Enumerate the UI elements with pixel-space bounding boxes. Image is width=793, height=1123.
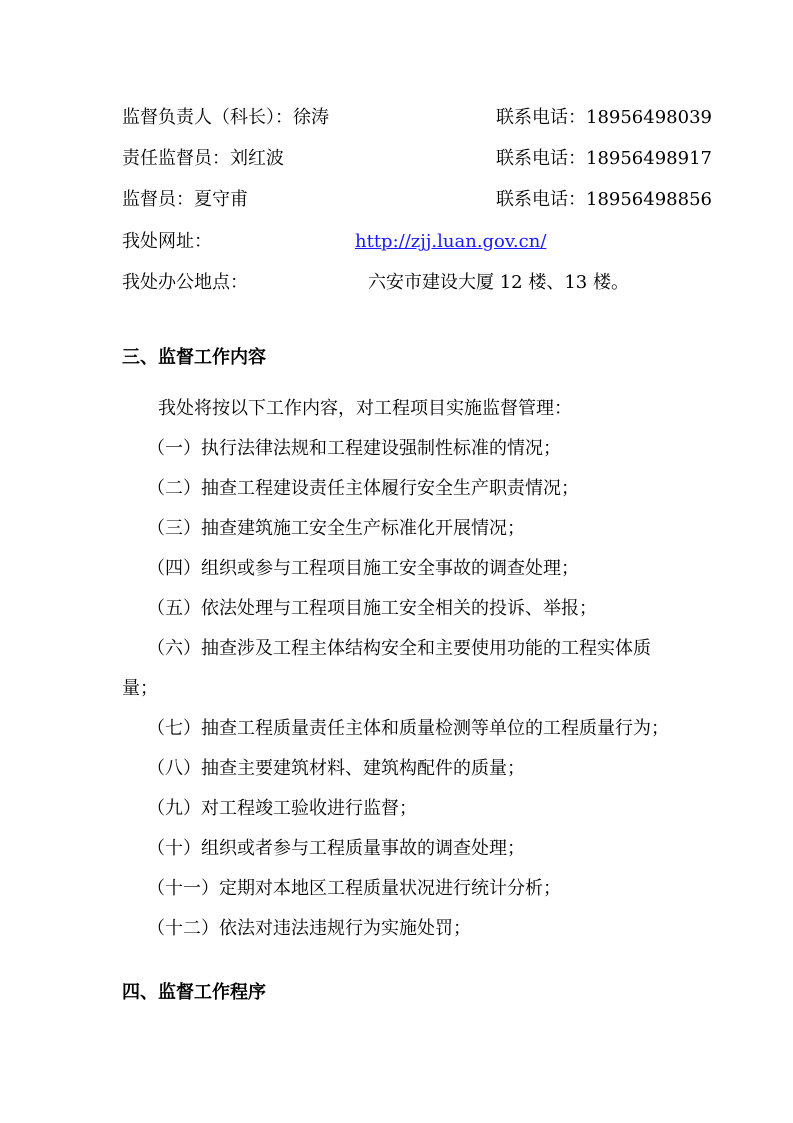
contact-phone-3: 联系电话：18956498856 xyxy=(496,189,712,210)
contact-name-2: 责任监督员：刘红波 xyxy=(122,148,284,169)
website-link[interactable]: http://zjj.luan.gov.cn/ xyxy=(355,231,547,252)
work-item-1: （一）执行法律法规和工程建设强制性标准的情况； xyxy=(147,438,561,459)
work-item-9: （九）对工程竣工验收进行监督； xyxy=(147,798,417,819)
contact-phone-1: 联系电话：18956498039 xyxy=(496,107,712,128)
office-label: 我处办公地点： xyxy=(122,272,248,293)
contact-name-3: 监督员：夏守甫 xyxy=(122,189,248,210)
work-item-10: （十）组织或者参与工程质量事故的调查处理； xyxy=(147,838,525,859)
work-item-8: （八）抽查主要建筑材料、建筑构配件的质量； xyxy=(147,758,525,779)
section-3-intro: 我处将按以下工作内容，对工程项目实施监督管理： xyxy=(158,398,572,419)
contact-name-1: 监督负责人（科长）：徐涛 xyxy=(122,107,329,128)
section-3-heading: 三、监督工作内容 xyxy=(122,347,266,368)
work-item-6-continuation: 量； xyxy=(122,678,158,699)
work-item-7: （七）抽查工程质量责任主体和质量检测等单位的工程质量行为； xyxy=(147,718,669,739)
work-item-6: （六）抽查涉及工程主体结构安全和主要使用功能的工程实体质 xyxy=(147,638,651,659)
contact-phone-2: 联系电话：18956498917 xyxy=(496,148,712,169)
work-item-2: （二）抽查工程建设责任主体履行安全生产职责情况； xyxy=(147,478,579,499)
work-item-11: （十一）定期对本地区工程质量状况进行统计分析； xyxy=(147,878,561,899)
work-item-12: （十二）依法对违法违规行为实施处罚； xyxy=(147,918,471,939)
work-item-3: （三）抽查建筑施工安全生产标准化开展情况； xyxy=(147,518,525,539)
website-label: 我处网址： xyxy=(122,231,212,252)
work-item-5: （五）依法处理与工程项目施工安全相关的投诉、举报； xyxy=(147,598,597,619)
section-4-heading: 四、监督工作程序 xyxy=(122,982,266,1003)
office-address: 六安市建设大厦 12 楼、13 楼。 xyxy=(368,272,629,293)
work-item-4: （四）组织或参与工程项目施工安全事故的调查处理； xyxy=(147,558,579,579)
